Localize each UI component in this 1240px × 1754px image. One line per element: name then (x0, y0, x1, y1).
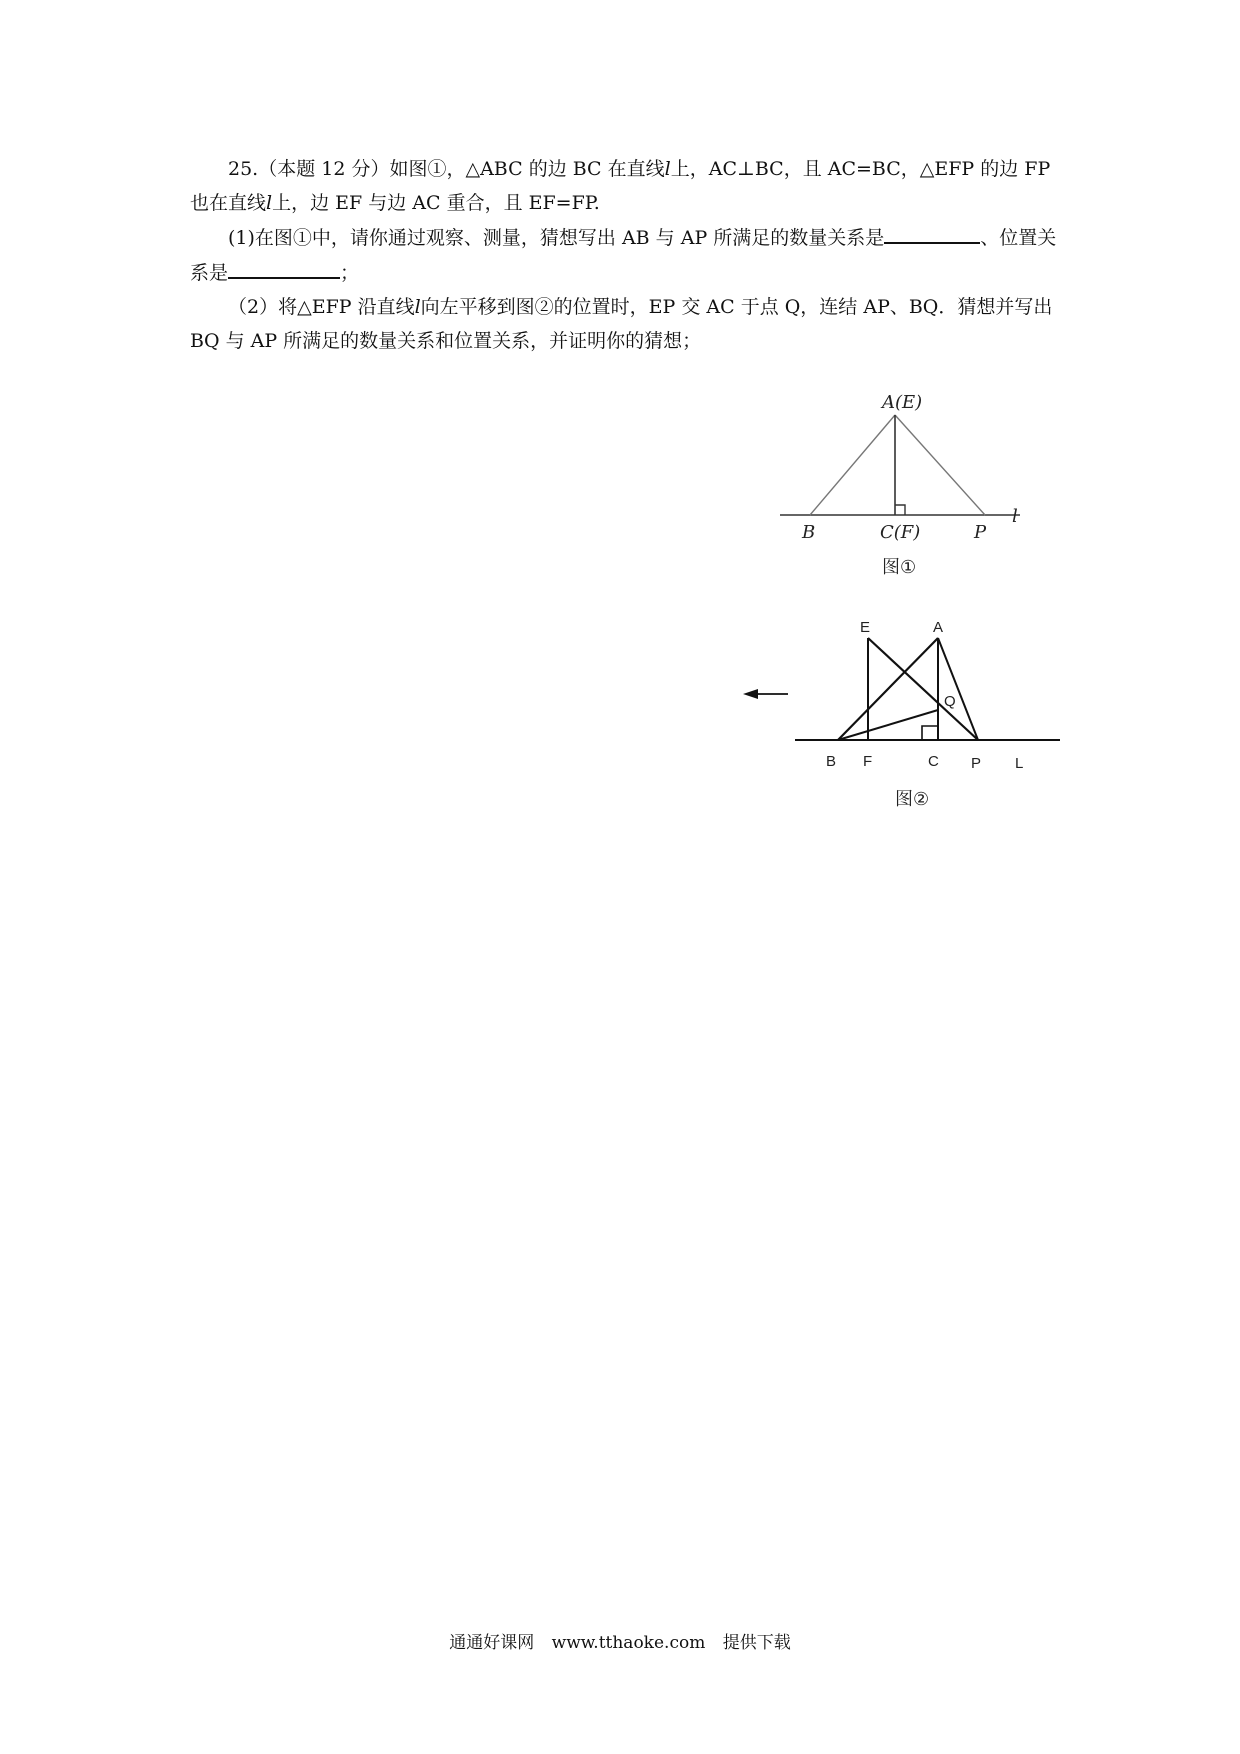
label-p: P (974, 522, 987, 543)
right-angle-mark (895, 505, 905, 515)
figure-2-caption: 图② (895, 789, 930, 810)
figure-1-diagram (770, 390, 1050, 590)
problem-25 (190, 152, 1060, 358)
label-f: F (863, 753, 873, 770)
intro-text-3: 上，边 EF 与边 AC 重合，且 EF=FP. (272, 192, 600, 214)
figure-2-diagram (740, 600, 1070, 820)
question-1-text: (1)在图①中，请你通过观察、测量，猜想写出 AB 与 AP 所满足的数量关系是 (228, 227, 885, 249)
question-2 (190, 290, 1060, 358)
segment-ab (810, 415, 895, 515)
footer-site-name: 通通好课网 (449, 1633, 535, 1653)
question-1-end: ； (340, 262, 360, 284)
page-footer (0, 1628, 1240, 1653)
line-symbol: l (664, 158, 671, 180)
label-c-f: C(F) (880, 522, 921, 543)
intro-text-2: 上，AC⊥BC，且 AC=BC，△EFP 的边 FP 也在直线 (190, 158, 1051, 214)
problem-intro (190, 152, 1060, 220)
label-q: Q (944, 693, 956, 710)
footer-url[interactable]: www.tthaoke.com (551, 1633, 706, 1653)
footer-suffix: 提供下载 (722, 1633, 791, 1653)
label-b: B (802, 522, 816, 543)
answer-blank-position[interactable] (228, 255, 340, 279)
right-angle-mark (922, 726, 938, 740)
label-e: E (860, 619, 871, 636)
label-line-l: l (1012, 506, 1018, 527)
line-symbol: l (266, 192, 273, 214)
intro-text-1: 25.（本题 12 分）如图①，△ABC 的边 BC 在直线 (228, 158, 665, 180)
question-2-text-2: 向左平移到图②的位置时，EP 交 AC 于点 Q，连结 AP、BQ．猜想并写出 BQ 与 AP 所满足的数量关系和位置关系，并证明你的猜想； (190, 296, 1053, 352)
label-p: P (971, 755, 982, 772)
segment-ap (895, 415, 985, 515)
question-1 (190, 220, 1060, 290)
question-1-text-2: 、位置关系是 (190, 227, 1057, 284)
arrow-left-icon (743, 689, 758, 699)
line-symbol: l (414, 296, 421, 318)
label-a: A (933, 619, 944, 636)
label-line-L: L (1015, 755, 1024, 772)
figure-1-caption: 图① (882, 557, 917, 578)
figure-1 (770, 390, 1050, 590)
label-b: B (826, 753, 837, 770)
label-c: C (928, 753, 939, 770)
segment-ap (938, 638, 978, 740)
label-a-e: A(E) (882, 392, 923, 413)
answer-blank-quantity[interactable] (884, 220, 980, 244)
question-2-text: （2）将△EFP 沿直线 (228, 296, 415, 318)
figure-2 (740, 600, 1070, 820)
